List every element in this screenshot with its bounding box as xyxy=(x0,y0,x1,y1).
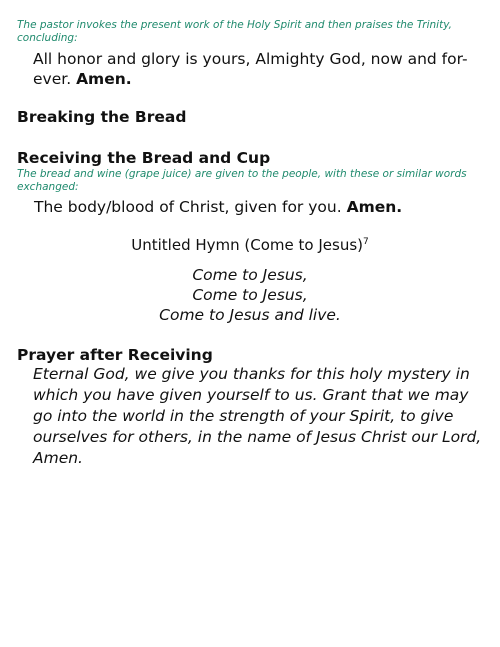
breaking-heading: Breaking the Bread xyxy=(17,108,187,126)
hymn-line: Come to Jesus, xyxy=(192,266,308,284)
receiving-amen: Amen. xyxy=(346,198,403,216)
hymn-line: Come to Jesus and live. xyxy=(159,306,341,324)
hymn-title-text: Untitled Hymn (Come to Jesus) xyxy=(131,236,363,254)
hymn-footnote-mark: 7 xyxy=(363,237,369,247)
receiving-response xyxy=(34,197,474,217)
hymn-title xyxy=(0,235,500,255)
intro-rubric: The pastor invokes the present work of the Holy Spirit and then praises the Trinity, concluding: xyxy=(17,19,452,44)
prayer-text: Eternal God, we give you thanks for this holy mystery in which you have given yourself to us. Grant that we may go into the world in the strength of your Spirit, to give ourselves for others, in the name of Jesus Christ our Lord, Amen. xyxy=(33,365,482,467)
prayer-heading: Prayer after Receiving xyxy=(17,346,213,364)
receiving-rubric: The bread and wine (grape juice) are given to the people, with these or similar words exchanged: xyxy=(17,168,467,193)
receiving-response-text: The body/blood of Christ, given for you. xyxy=(34,198,342,216)
intro-amen: Amen. xyxy=(76,70,132,88)
hymn-verse xyxy=(0,265,500,325)
hymn-line: Come to Jesus, xyxy=(192,286,308,304)
intro-response-text: All honor and glory is yours, Almighty God, now and for-ever. xyxy=(33,50,468,88)
intro-response xyxy=(33,49,471,89)
receiving-heading: Receiving the Bread and Cup xyxy=(17,149,271,167)
